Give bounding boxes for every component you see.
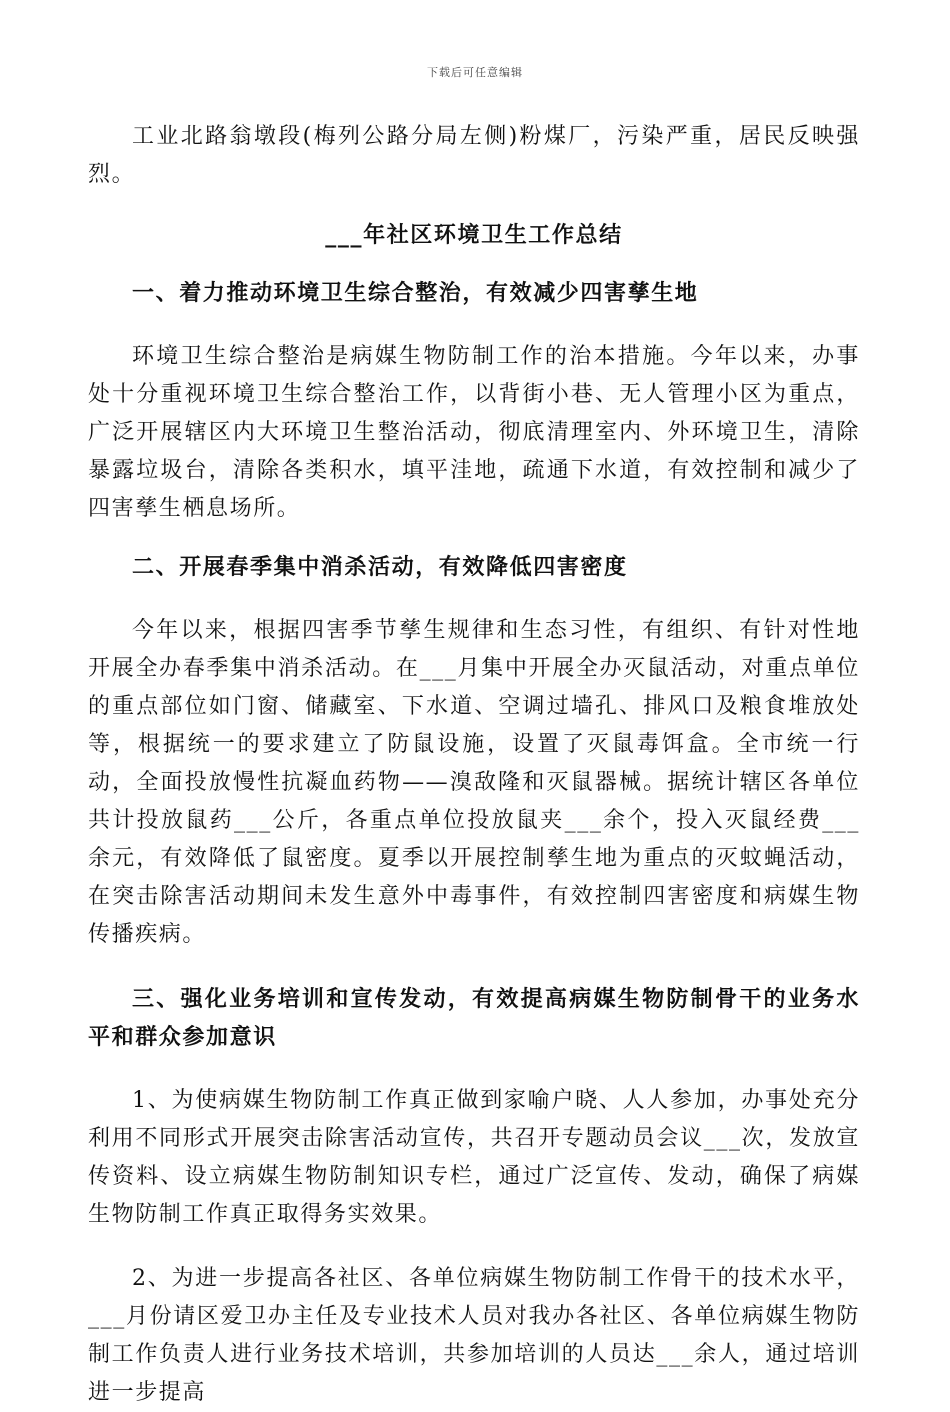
section-heading-3: 三、强化业务培训和宣传发动，有效提高病媒生物防制骨干的业务水平和群众参加意识	[88, 986, 860, 1050]
section-paragraph-1: 环境卫生综合整治是病媒生物防制工作的治本措施。今年以来，办事处十分重视环境卫生综合整治工作，以背街小巷、无人管理小区为重点，广泛开展辖区内大环境卫生整治活动，彻底清理室内、外环境卫生，清除暴露垃圾台，清除各类积水，填平洼地，疏通下水道，有效控制和减少了四害孳生栖息场所。	[88, 344, 860, 521]
document-title: ___年社区环境卫生工作总结	[325, 222, 623, 248]
section-paragraph-3-item-1: 1、为使病媒生物防制工作真正做到家喻户晓、人人参加，办事处充分利用不同形式开展突击除害活动宣传，共召开专题动员会议___次，发放宣传资料、设立病媒生物防制知识专栏，通过广泛宣传、发动，确保了病媒生物防制工作真正取得务实效果。	[88, 1088, 860, 1227]
section-heading-1: 一、着力推动环境卫生综合整治，有效减少四害孳生地	[132, 280, 699, 306]
section-paragraph-3-item-2: 2、为进一步提高各社区、各单位病媒生物防制工作骨干的技术水平，___月份请区爱卫办主任及专业技术人员对我办各社区、各单位病媒生物防制工作负责人进行业务技术培训，共参加培训的人员达___余人，通过培训进一步提高	[88, 1266, 860, 1405]
section-heading-2: 二、开展春季集中消杀活动，有效降低四害密度	[132, 554, 628, 580]
intro-line: 工业北路翁墩段(梅列公路分局左侧)粉煤厂，污染严重，居民反映强烈。	[88, 124, 860, 187]
page-header-note: 下载后可任意编辑	[427, 66, 523, 79]
section-paragraph-2: 今年以来，根据四害季节孳生规律和生态习性，有组织、有针对性地开展全办春季集中消杀活动。在___月集中开展全办灭鼠活动，对重点单位的重点部位如门窗、储藏室、下水道、空调过墙孔、排风口及粮食堆放处等，根据统一的要求建立了防鼠设施，设置了灭鼠毒饵盒。全市统一行动，全面投放慢性抗凝血药物——溴敌隆和灭鼠器械。据统计辖区各单位共计投放鼠药___公斤，各重点单位投放鼠夹___余个，投入灭鼠经费___余元，有效降低了鼠密度。夏季以开展控制孳生地为重点的灭蚊蝇活动，在突击除害活动期间未发生意外中毒事件，有效控制四害密度和病媒生物传播疾病。	[88, 618, 860, 947]
document-body	[88, 118, 860, 1412]
